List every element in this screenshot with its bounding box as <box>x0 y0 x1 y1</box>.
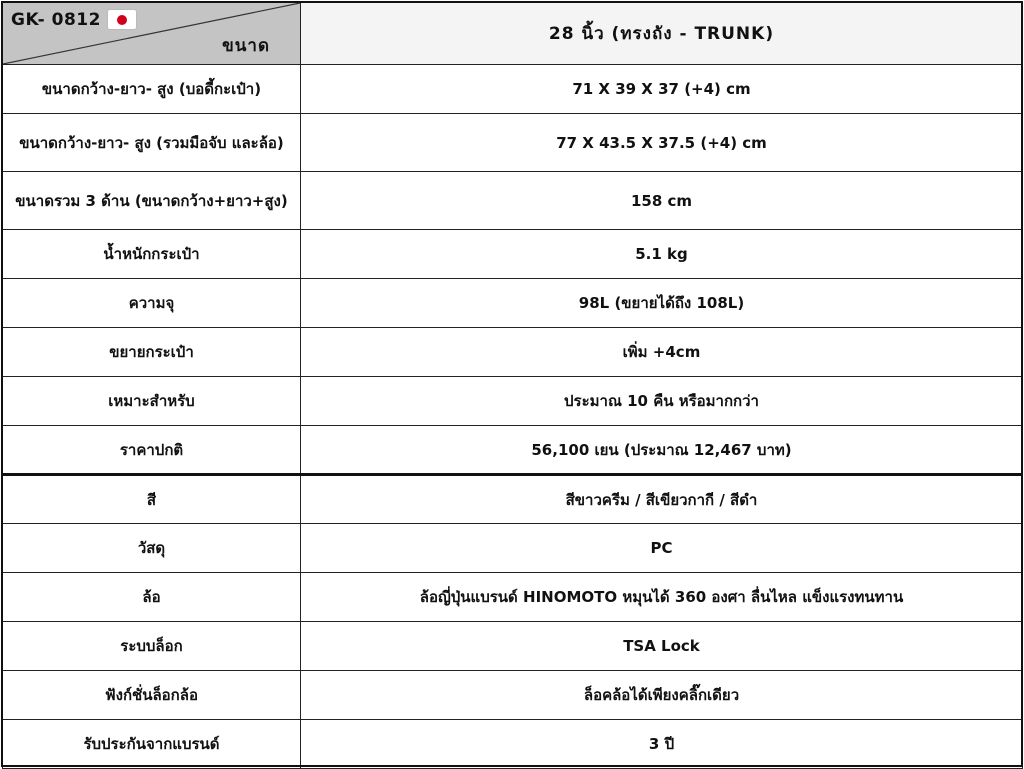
spec-label: สี <box>3 475 301 524</box>
table-row <box>3 475 1023 524</box>
spec-label: เหมาะสำหรับ <box>3 377 301 426</box>
japan-flag-icon <box>107 9 137 30</box>
model-code <box>11 9 137 30</box>
table-row <box>3 230 1023 279</box>
table-row <box>3 279 1023 328</box>
spec-value: ประมาณ 10 คืน หรือมากกว่า <box>301 377 1023 426</box>
spec-label: น้ำหนักกระเป๋า <box>3 230 301 279</box>
spec-value: 56,100 เยน (ประมาณ 12,467 บาท) <box>301 426 1023 475</box>
spec-value: 71 X 39 X 37 (+4) cm <box>301 65 1023 114</box>
spec-label: ฟังก์ชั่นล็อกล้อ <box>3 671 301 720</box>
spec-label: ขนาดกว้าง-ยาว- สูง (บอดี้กะเป๋า) <box>3 65 301 114</box>
spec-label: ขนาดรวม 3 ด้าน (ขนาดกว้าง+ยาว+สูง) <box>3 172 301 230</box>
spec-table <box>2 2 1023 769</box>
header-corner-cell <box>3 3 301 65</box>
spec-label: ขนาดกว้าง-ยาว- สูง (รวมมือจับ และล้อ) <box>3 114 301 172</box>
table-row <box>3 622 1023 671</box>
table-row <box>3 426 1023 475</box>
spec-value: สีขาวครีม / สีเขียวกากี / สีดำ <box>301 475 1023 524</box>
table-row <box>3 720 1023 769</box>
spec-value: 5.1 kg <box>301 230 1023 279</box>
table-row <box>3 377 1023 426</box>
table-row <box>3 328 1023 377</box>
spec-label: วัสดุ <box>3 524 301 573</box>
spec-value: PC <box>301 524 1023 573</box>
spec-value: ล้อญี่ปุ่นแบรนด์ HINOMOTO หมุนได้ 360 องศา ลื่นไหล แข็งแรงทนทาน <box>301 573 1023 622</box>
table-row <box>3 573 1023 622</box>
table-header-row <box>3 3 1023 65</box>
table-row <box>3 114 1023 172</box>
spec-value: TSA Lock <box>301 622 1023 671</box>
spec-label: ล้อ <box>3 573 301 622</box>
spec-value: 98L (ขยายได้ถึง 108L) <box>301 279 1023 328</box>
spec-label: รับประกันจากแบรนด์ <box>3 720 301 769</box>
spec-label: ระบบล็อก <box>3 622 301 671</box>
spec-value: ล็อคล้อได้เพียงคลิ๊กเดียว <box>301 671 1023 720</box>
table-row <box>3 65 1023 114</box>
table-row <box>3 671 1023 720</box>
table-row <box>3 524 1023 573</box>
spec-value: เพิ่ม +4cm <box>301 328 1023 377</box>
spec-label: ขยายกระเป๋า <box>3 328 301 377</box>
spec-value: 77 X 43.5 X 37.5 (+4) cm <box>301 114 1023 172</box>
spec-label: ราคาปกติ <box>3 426 301 475</box>
spec-label: ความจุ <box>3 279 301 328</box>
table-row <box>3 172 1023 230</box>
size-title: 28 นิ้ว (ทรงถัง - TRUNK) <box>301 3 1023 65</box>
spec-value: 3 ปี <box>301 720 1023 769</box>
spec-value: 158 cm <box>301 172 1023 230</box>
size-header-label: ขนาด <box>222 36 270 56</box>
model-code-text: GK- 0812 <box>11 9 101 30</box>
spec-rows <box>3 65 1023 769</box>
